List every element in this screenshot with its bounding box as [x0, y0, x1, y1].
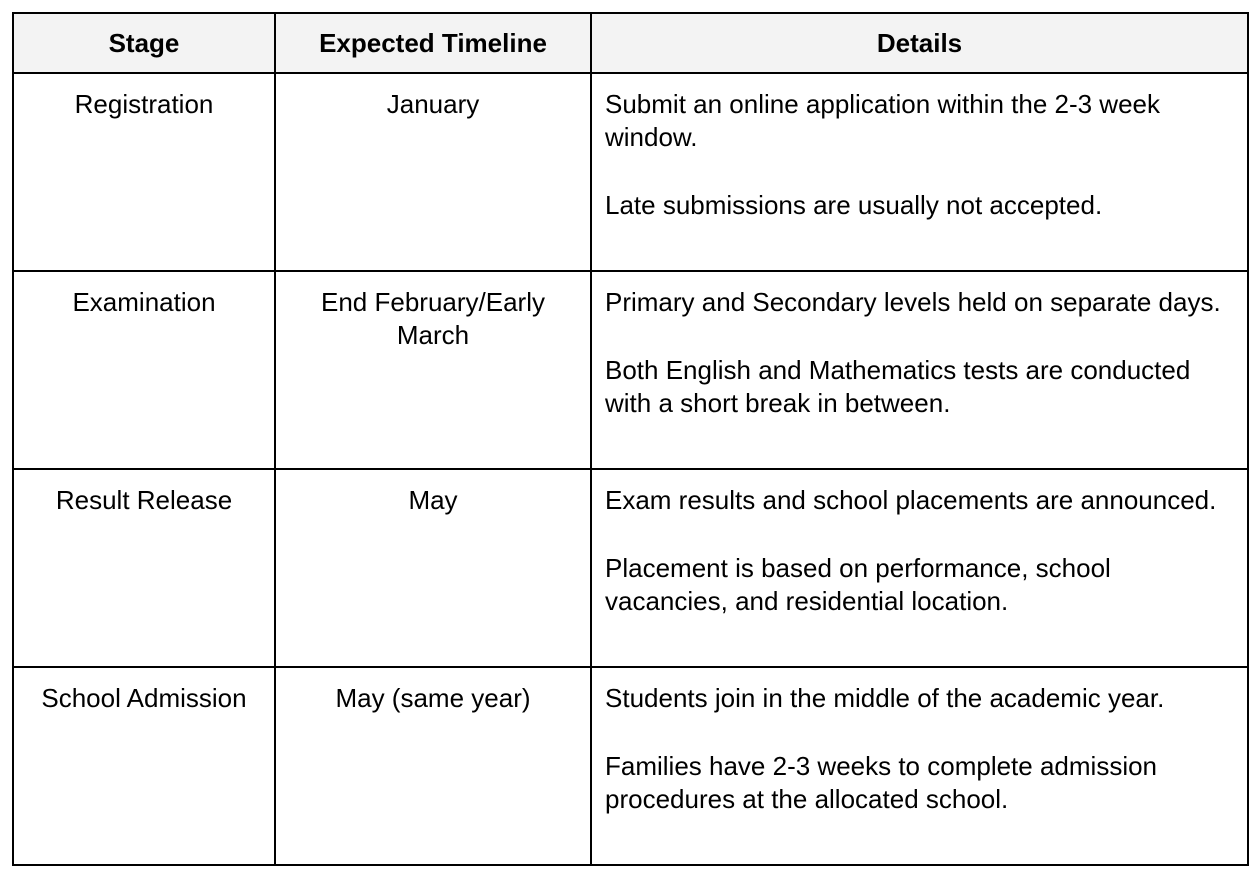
stage-cell: Examination [13, 271, 275, 469]
header-stage: Stage [13, 13, 275, 73]
details-paragraph: Submit an online application within the 2-3 week window. [605, 89, 1161, 152]
details-paragraph: Both English and Mathematics tests are conducted with a short break in between. [605, 355, 1191, 418]
table-row-school-admission [13, 667, 1248, 865]
details-cell [591, 271, 1248, 469]
details-cell [591, 469, 1248, 667]
timeline-cell: January [275, 73, 591, 271]
timeline-cell: May [275, 469, 591, 667]
header-expected-timeline: Expected Timeline [275, 13, 591, 73]
details-cell [591, 667, 1248, 865]
details-paragraph: Families have 2-3 weeks to complete admission procedures at the allocated school. [605, 751, 1158, 814]
header-details: Details [591, 13, 1248, 73]
details-paragraph: Late submissions are usually not accepted. [605, 190, 1103, 220]
header-row [13, 13, 1248, 73]
table-body [13, 73, 1248, 865]
table-row-result-release [13, 469, 1248, 667]
details-cell [591, 73, 1248, 271]
details-paragraph: Exam results and school placements are announced. [605, 485, 1217, 515]
timeline-cell: End February/Early March [275, 271, 591, 469]
details-paragraph: Placement is based on performance, school vacancies, and residential location. [605, 553, 1111, 616]
admission-timeline-table [12, 12, 1249, 866]
table-row-registration [13, 73, 1248, 271]
details-paragraph: Students join in the middle of the academic year. [605, 683, 1165, 713]
stage-cell: School Admission [13, 667, 275, 865]
details-paragraph: Primary and Secondary levels held on separate days. [605, 287, 1221, 317]
table-row-examination [13, 271, 1248, 469]
timeline-table-container [12, 12, 1249, 866]
stage-cell: Registration [13, 73, 275, 271]
stage-cell: Result Release [13, 469, 275, 667]
timeline-cell: May (same year) [275, 667, 591, 865]
table-header [13, 13, 1248, 73]
